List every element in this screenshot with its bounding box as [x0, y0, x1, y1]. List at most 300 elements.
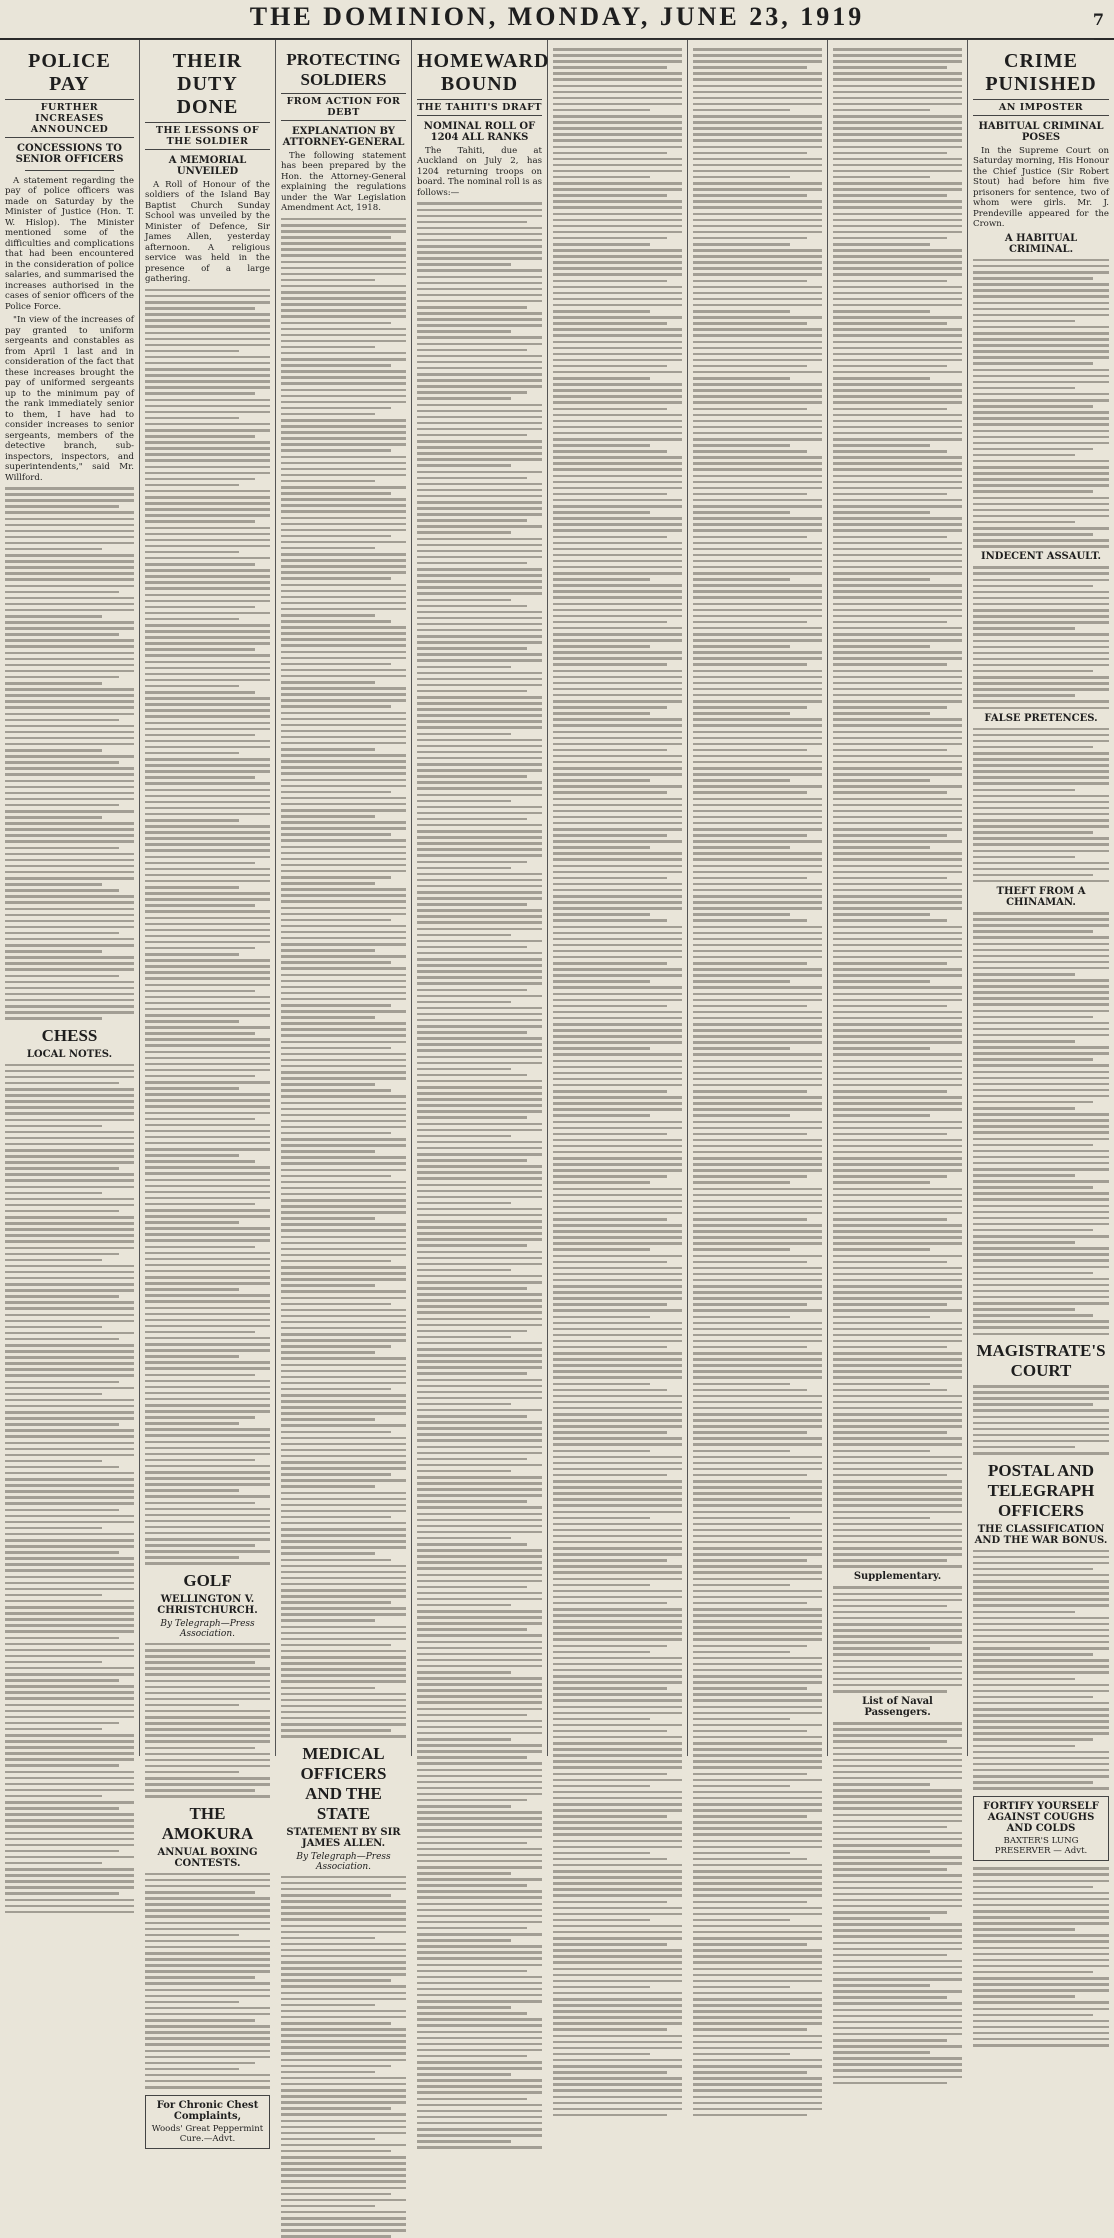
supplementary-head: Supplementary.	[853, 1571, 942, 1583]
text-line	[5, 1356, 134, 1359]
text-line	[553, 1992, 682, 1995]
text-line	[145, 1246, 255, 1249]
text-line	[417, 1720, 542, 1723]
text-line	[553, 1669, 682, 1672]
text-line	[553, 261, 682, 264]
text-line	[5, 1161, 134, 1164]
text-line	[833, 1121, 962, 1124]
text-line	[833, 1047, 930, 1050]
text-line	[281, 1632, 406, 1635]
text-line	[281, 529, 406, 532]
subhead-imposter: AN IMPOSTER	[973, 99, 1109, 116]
text-line	[833, 1905, 962, 1908]
text-line	[833, 1230, 962, 1233]
text-line	[693, 420, 822, 423]
text-line	[5, 578, 134, 581]
text-line	[417, 269, 542, 272]
text-line	[973, 436, 1109, 439]
text-line	[693, 718, 822, 721]
column-police-pay	[0, 40, 140, 1756]
text-line	[553, 974, 682, 977]
text-line	[145, 1203, 255, 1206]
text-line	[417, 361, 542, 364]
subsection-head: THEFT FROM A CHINAMAN.	[996, 886, 1086, 909]
text-line	[973, 1241, 1075, 1244]
text-line	[693, 225, 822, 228]
text-line	[553, 1389, 667, 1392]
text-line	[417, 501, 542, 504]
text-line	[833, 1832, 962, 1835]
text-line	[5, 761, 119, 764]
text-line	[973, 430, 1109, 433]
text-line	[145, 1502, 255, 1505]
text-line	[281, 1254, 406, 1257]
text-line	[693, 1846, 822, 1849]
text-line	[973, 448, 1093, 451]
text-line	[281, 833, 391, 836]
text-line	[417, 1616, 542, 1619]
headline-duty-done: THEIR DUTY DONE	[172, 50, 243, 118]
text-line	[833, 1547, 962, 1550]
text-line	[973, 399, 1109, 402]
text-line	[417, 720, 542, 723]
text-line	[145, 386, 270, 389]
text-line	[973, 1898, 1109, 1901]
text-line	[833, 1023, 962, 1026]
text-line	[693, 1242, 822, 1245]
text-line	[281, 2180, 406, 2183]
headline-homeward-bound: HOMEWARD BOUND	[417, 50, 550, 95]
text-line	[973, 1586, 1109, 1589]
text-line	[693, 1370, 822, 1373]
text-line	[553, 1760, 682, 1763]
naval-passengers-head: List of Naval Passengers.	[862, 1696, 933, 1719]
text-line	[5, 1064, 134, 1067]
text-line	[553, 1358, 682, 1361]
text-line	[693, 956, 822, 959]
text-line	[281, 1077, 406, 1080]
text-line	[281, 370, 406, 373]
text-line	[553, 1230, 682, 1233]
text-line	[417, 1549, 542, 1552]
column-roll-continued-3	[828, 40, 968, 1756]
text-line	[553, 517, 682, 520]
text-line	[553, 2041, 682, 2044]
text-line	[833, 1948, 962, 1951]
text-line	[417, 513, 542, 516]
text-line	[833, 243, 930, 246]
text-line	[145, 977, 270, 980]
text-line	[417, 434, 527, 437]
text-line	[553, 1663, 682, 1666]
text-line	[833, 1517, 930, 1520]
text-line	[281, 2168, 406, 2171]
text-line	[5, 627, 134, 630]
text-line	[833, 1978, 962, 1981]
text-line	[145, 594, 270, 597]
text-line	[693, 2059, 822, 2062]
text-line	[693, 1699, 822, 1702]
text-line	[693, 2102, 822, 2105]
text-line	[417, 1269, 511, 1272]
text-line	[553, 395, 682, 398]
text-line	[973, 1965, 1109, 1968]
text-line	[693, 1352, 822, 1355]
text-line	[281, 602, 406, 605]
text-line	[693, 1157, 822, 1160]
text-line	[281, 1199, 406, 1202]
text-line	[417, 1933, 542, 1936]
text-line	[5, 1728, 102, 1731]
text-line	[833, 798, 962, 801]
text-line	[833, 1456, 962, 1459]
text-line	[833, 158, 962, 161]
text-line	[833, 974, 962, 977]
text-line	[281, 730, 406, 733]
text-line	[693, 517, 822, 520]
text-line	[833, 2021, 962, 2024]
text-line	[145, 1995, 270, 1998]
text-line	[553, 1511, 682, 1514]
text-line	[281, 1882, 406, 1885]
text-line	[553, 2053, 650, 2056]
text-line	[417, 903, 527, 906]
text-line	[973, 707, 1109, 710]
text-line	[693, 633, 822, 636]
text-line	[281, 1900, 406, 1903]
text-line	[693, 1425, 822, 1428]
text-line	[973, 1235, 1109, 1238]
text-line	[973, 652, 1109, 655]
text-line	[281, 2059, 406, 2062]
text-line	[833, 1599, 962, 1602]
text-line	[5, 999, 134, 1002]
text-line	[417, 1208, 542, 1211]
text-line	[553, 121, 682, 124]
text-line	[5, 1271, 134, 1274]
text-line	[553, 651, 682, 654]
text-line	[693, 651, 822, 654]
text-line	[693, 1443, 822, 1446]
text-line	[833, 2069, 962, 2072]
text-line	[145, 1459, 255, 1462]
text-line	[973, 1928, 1075, 1931]
text-line	[973, 417, 1109, 420]
text-line	[553, 676, 682, 679]
text-line	[833, 700, 962, 703]
text-line	[5, 1746, 134, 1749]
text-line	[553, 609, 682, 612]
text-line	[5, 1119, 134, 1122]
text-line	[281, 504, 406, 507]
text-line	[417, 2024, 542, 2027]
golf-credit: By Telegraph—Press Association.	[160, 1618, 255, 1639]
text-line	[693, 395, 822, 398]
text-line	[5, 1856, 134, 1859]
text-line	[693, 359, 822, 362]
text-line	[693, 1163, 822, 1166]
text-line	[5, 1301, 134, 1304]
text-line	[833, 1814, 962, 1817]
text-line	[145, 1698, 270, 1701]
text-line	[973, 734, 1109, 737]
text-line	[417, 1007, 542, 1010]
text-line	[417, 982, 542, 985]
text-line	[973, 1320, 1109, 1323]
text-line	[281, 315, 406, 318]
text-line	[833, 2057, 962, 2060]
text-line	[973, 862, 1109, 865]
text-line	[281, 1260, 391, 1263]
text-line	[145, 1734, 270, 1737]
text-line	[553, 1827, 682, 1830]
text-line	[833, 554, 962, 557]
text-line	[973, 603, 1109, 606]
text-line	[145, 1934, 239, 1937]
text-line	[553, 1833, 682, 1836]
text-line	[145, 1655, 270, 1658]
text-line	[553, 1974, 682, 1977]
text-line	[833, 194, 947, 197]
text-line	[693, 1230, 822, 1233]
text-line	[553, 1273, 682, 1276]
text-line	[833, 1966, 962, 1969]
article-paragraph: A statement regarding the pay of police officers was made on Saturday by the Minister of Justice (Hon. T. W. Hislop). The Minister mentioned some of the difficulties and complications that had been encountered in the consideration of police salaries, and summarised the increases authorised in the cases of senior officers of the Police Force.	[5, 176, 134, 312]
text-line	[417, 1311, 542, 1314]
text-line	[145, 1434, 270, 1437]
text-line	[281, 577, 391, 580]
text-line	[145, 575, 270, 578]
text-line	[553, 657, 682, 660]
text-line	[693, 1529, 822, 1532]
text-line	[553, 146, 682, 149]
text-line	[553, 1864, 682, 1867]
text-line	[417, 1001, 511, 1004]
text-line	[833, 1722, 962, 1725]
text-line	[553, 2035, 682, 2038]
text-line	[5, 749, 102, 752]
text-line	[553, 785, 682, 788]
text-line	[973, 1873, 1109, 1876]
text-line	[417, 209, 542, 212]
text-line	[5, 1454, 134, 1457]
text-line	[553, 560, 682, 563]
text-line	[693, 1407, 822, 1410]
text-line	[553, 1907, 682, 1910]
text-line	[693, 749, 807, 752]
text-line	[973, 658, 1109, 661]
text-line	[833, 1771, 962, 1774]
text-line	[693, 1060, 822, 1063]
text-line	[417, 1531, 542, 1534]
text-line	[281, 858, 406, 861]
text-line	[281, 1351, 375, 1354]
text-line	[281, 827, 406, 830]
text-line	[417, 1141, 542, 1144]
text-line	[553, 1791, 682, 1794]
text-line	[833, 1504, 962, 1507]
text-line	[833, 1899, 962, 1902]
text-line	[417, 1793, 542, 1796]
text-line	[145, 1221, 239, 1224]
text-line	[553, 712, 650, 715]
text-line	[973, 1083, 1109, 1086]
text-line	[973, 585, 1093, 588]
text-line	[417, 367, 542, 370]
text-line	[833, 1917, 930, 1920]
text-line	[145, 1544, 255, 1547]
text-line	[553, 66, 667, 69]
text-line	[5, 968, 134, 971]
text-line	[973, 640, 1109, 643]
text-line	[973, 2032, 1109, 2035]
text-line	[145, 782, 270, 785]
text-line	[5, 859, 134, 862]
text-line	[5, 548, 102, 551]
article-text-lines	[145, 289, 270, 1565]
text-line	[145, 965, 270, 968]
text-line	[5, 993, 134, 996]
text-line	[5, 518, 134, 521]
text-line	[281, 687, 406, 690]
text-line	[693, 980, 790, 983]
text-line	[281, 1333, 406, 1336]
text-line	[553, 1882, 682, 1885]
text-line	[553, 1651, 650, 1654]
text-line	[281, 2193, 391, 2196]
text-line	[553, 804, 682, 807]
text-line	[281, 760, 406, 763]
text-line	[145, 606, 255, 609]
article-text-lines	[281, 1876, 406, 2238]
text-line	[145, 301, 270, 304]
text-line	[281, 1589, 406, 1592]
text-line	[833, 1462, 962, 1465]
text-line	[693, 1127, 822, 1130]
text-line	[417, 635, 542, 638]
text-line	[833, 2051, 930, 2054]
text-line	[5, 792, 134, 795]
text-line	[145, 295, 270, 298]
text-line	[693, 328, 822, 331]
text-line	[145, 1239, 270, 1242]
text-line	[973, 1977, 1109, 1980]
text-line	[553, 450, 667, 453]
text-line	[693, 2065, 822, 2068]
text-line	[281, 693, 406, 696]
text-line	[145, 490, 270, 493]
text-line	[693, 1139, 822, 1142]
text-line	[5, 1874, 134, 1877]
text-line	[973, 1775, 1109, 1778]
text-line	[417, 2104, 542, 2107]
text-line	[145, 1410, 270, 1413]
text-line	[417, 1787, 542, 1790]
text-line	[281, 1266, 406, 1269]
text-line	[553, 1699, 682, 1702]
text-line	[145, 1075, 255, 1078]
text-line	[553, 1986, 650, 1989]
text-line	[417, 1500, 527, 1503]
text-line	[693, 743, 822, 746]
text-line	[281, 1485, 375, 1488]
text-line	[281, 1687, 375, 1690]
text-line	[145, 587, 270, 590]
text-line	[281, 1565, 406, 1568]
text-line	[833, 481, 962, 484]
text-line	[417, 1683, 542, 1686]
text-line	[5, 597, 134, 600]
text-line	[833, 1389, 947, 1392]
text-line	[281, 1102, 406, 1105]
text-line	[833, 1261, 947, 1264]
text-line	[553, 139, 682, 142]
text-line	[833, 286, 962, 289]
text-line	[145, 1885, 270, 1888]
text-line	[281, 754, 406, 757]
text-line	[553, 200, 682, 203]
text-line	[553, 1053, 682, 1056]
text-line	[145, 971, 270, 974]
text-line	[553, 2065, 682, 2068]
text-line	[281, 614, 375, 617]
text-line	[281, 839, 406, 842]
text-line	[833, 566, 962, 569]
text-line	[553, 158, 682, 161]
text-line	[145, 673, 270, 676]
text-line	[553, 737, 682, 740]
text-line	[693, 1474, 807, 1477]
text-line	[417, 1220, 542, 1223]
text-line	[833, 1498, 962, 1501]
text-line	[973, 393, 1109, 396]
text-line	[417, 519, 527, 522]
text-line	[693, 438, 822, 441]
columns	[0, 40, 1114, 2144]
text-line	[5, 816, 102, 819]
text-line	[553, 1852, 650, 1855]
text-line	[417, 757, 542, 760]
text-line	[417, 251, 542, 254]
text-line	[973, 1892, 1109, 1895]
text-line	[553, 170, 682, 173]
text-line	[553, 1681, 682, 1684]
text-line	[5, 1326, 102, 1329]
text-line	[417, 1634, 542, 1637]
text-line	[693, 791, 807, 794]
text-line	[145, 703, 270, 706]
text-line	[693, 1852, 790, 1855]
text-line	[417, 1226, 542, 1229]
text-line	[833, 1777, 962, 1780]
text-line	[417, 1184, 542, 1187]
text-line	[833, 1881, 962, 1884]
text-line	[5, 1783, 134, 1786]
text-line	[145, 2001, 239, 2004]
text-line	[5, 1825, 134, 1828]
text-line	[553, 1431, 667, 1434]
text-line	[833, 840, 962, 843]
text-line	[281, 1114, 406, 1117]
text-line	[281, 876, 391, 879]
text-line	[281, 1284, 375, 1287]
text-line	[145, 807, 270, 810]
text-line	[833, 511, 930, 514]
text-line	[553, 1450, 650, 1453]
text-line	[973, 700, 1109, 703]
text-line	[5, 847, 119, 850]
text-line	[5, 719, 119, 722]
